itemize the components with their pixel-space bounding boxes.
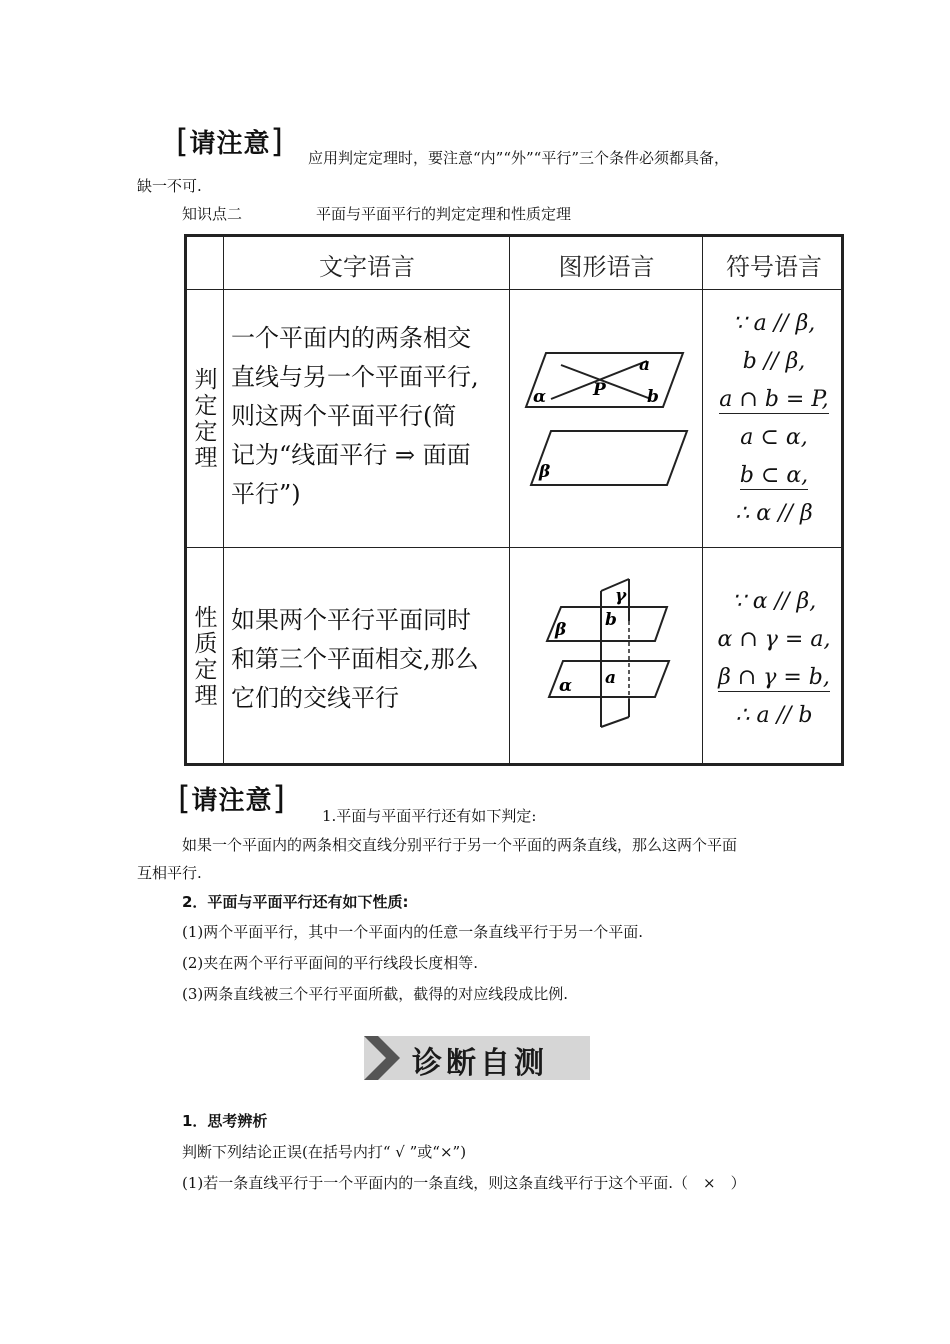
fig1-label-beta: β [539, 462, 551, 482]
property-2: (2)夹在两个平行平面间的平行线段长度相等. [182, 954, 479, 972]
header-symbol-language: 符号语言 [726, 252, 822, 281]
fig2-label-beta: β [555, 620, 567, 640]
exercise-instruction: 判断下列结论正误(在括号内打“ √ ”或“×”) [182, 1143, 467, 1161]
exercise-heading: 1．思考辨析 [182, 1112, 268, 1130]
row-label-criterion: 判定定理 [194, 367, 218, 471]
property-symbols: ∵ α // β, α ∩ γ = a, β ∩ γ = b, ∴ a // b [717, 589, 831, 728]
theorem-table [184, 234, 844, 766]
section-banner-title: 诊断自测 [412, 1046, 548, 1081]
header-figure-language: 图形语言 [558, 252, 655, 281]
note2-item1: 1.平面与平面平行还有如下判定: [322, 807, 537, 825]
fig2-label-alpha: α [559, 676, 573, 696]
row-label-property: 性质定理 [194, 605, 218, 709]
criterion-text: 一个平面内的两条相交 直线与另一个平面平行, 则这两个平面平行(简 记为“线面平行 ⇒ 面面 平行”) [231, 324, 479, 508]
header-text-language: 文字语言 [319, 252, 415, 281]
fig2-label-a: a [605, 668, 617, 688]
fig1-label-a: a [639, 355, 651, 375]
note-tag-text: 请注意 [191, 786, 273, 816]
chevron-right-icon [364, 1036, 410, 1080]
fig2-label-gamma: γ [615, 586, 627, 606]
property-figure [511, 549, 702, 765]
criterion-symbols: ∵ a // β, b // β, a ∩ b = P, a ⊂ α, b ⊂ α, ∴ α // β [719, 311, 829, 526]
property-1: (1)两个平面平行，其中一个平面内的任意一条直线平行于另一个平面. [182, 923, 644, 941]
property-3: (3)两条直线被三个平行平面所截，截得的对应线段成比例. [182, 985, 569, 1003]
fig1-label-P: P [593, 380, 606, 400]
note2-item1-body-line2: 互相平行. [137, 864, 202, 882]
note1-line2: 缺一不可. [137, 177, 202, 195]
note-tag-text: 请注意 [189, 129, 271, 159]
note1-line1: 应用判定定理时，要注意“内”“外”“平行”三个条件必须都具备， [308, 149, 730, 167]
note-tag-2: [请注意] [178, 779, 286, 817]
fig1-label-alpha: α [533, 387, 547, 407]
note-tag-1: [请注意] [176, 122, 284, 160]
fig1-label-b: b [647, 387, 659, 407]
note2-item2: 2．平面与平面平行还有如下性质: [182, 893, 409, 911]
knowledge-point-title: 平面与平面平行的判定定理和性质定理 [316, 205, 572, 223]
knowledge-point-label: 知识点二 [182, 205, 243, 223]
note2-item1-body-line1: 如果一个平面内的两条相交直线分别平行于另一个平面的两条直线，那么这两个平面 [182, 836, 738, 854]
fig2-label-b: b [605, 610, 617, 630]
criterion-figure [511, 291, 702, 547]
property-text: 如果两个平行平面同时 和第三个平面相交,那么 它们的交线平行 [231, 606, 479, 712]
exercise-question-1: (1)若一条直线平行于一个平面内的一条直线，则这条直线平行于这个平面.（ × ） [182, 1174, 746, 1192]
